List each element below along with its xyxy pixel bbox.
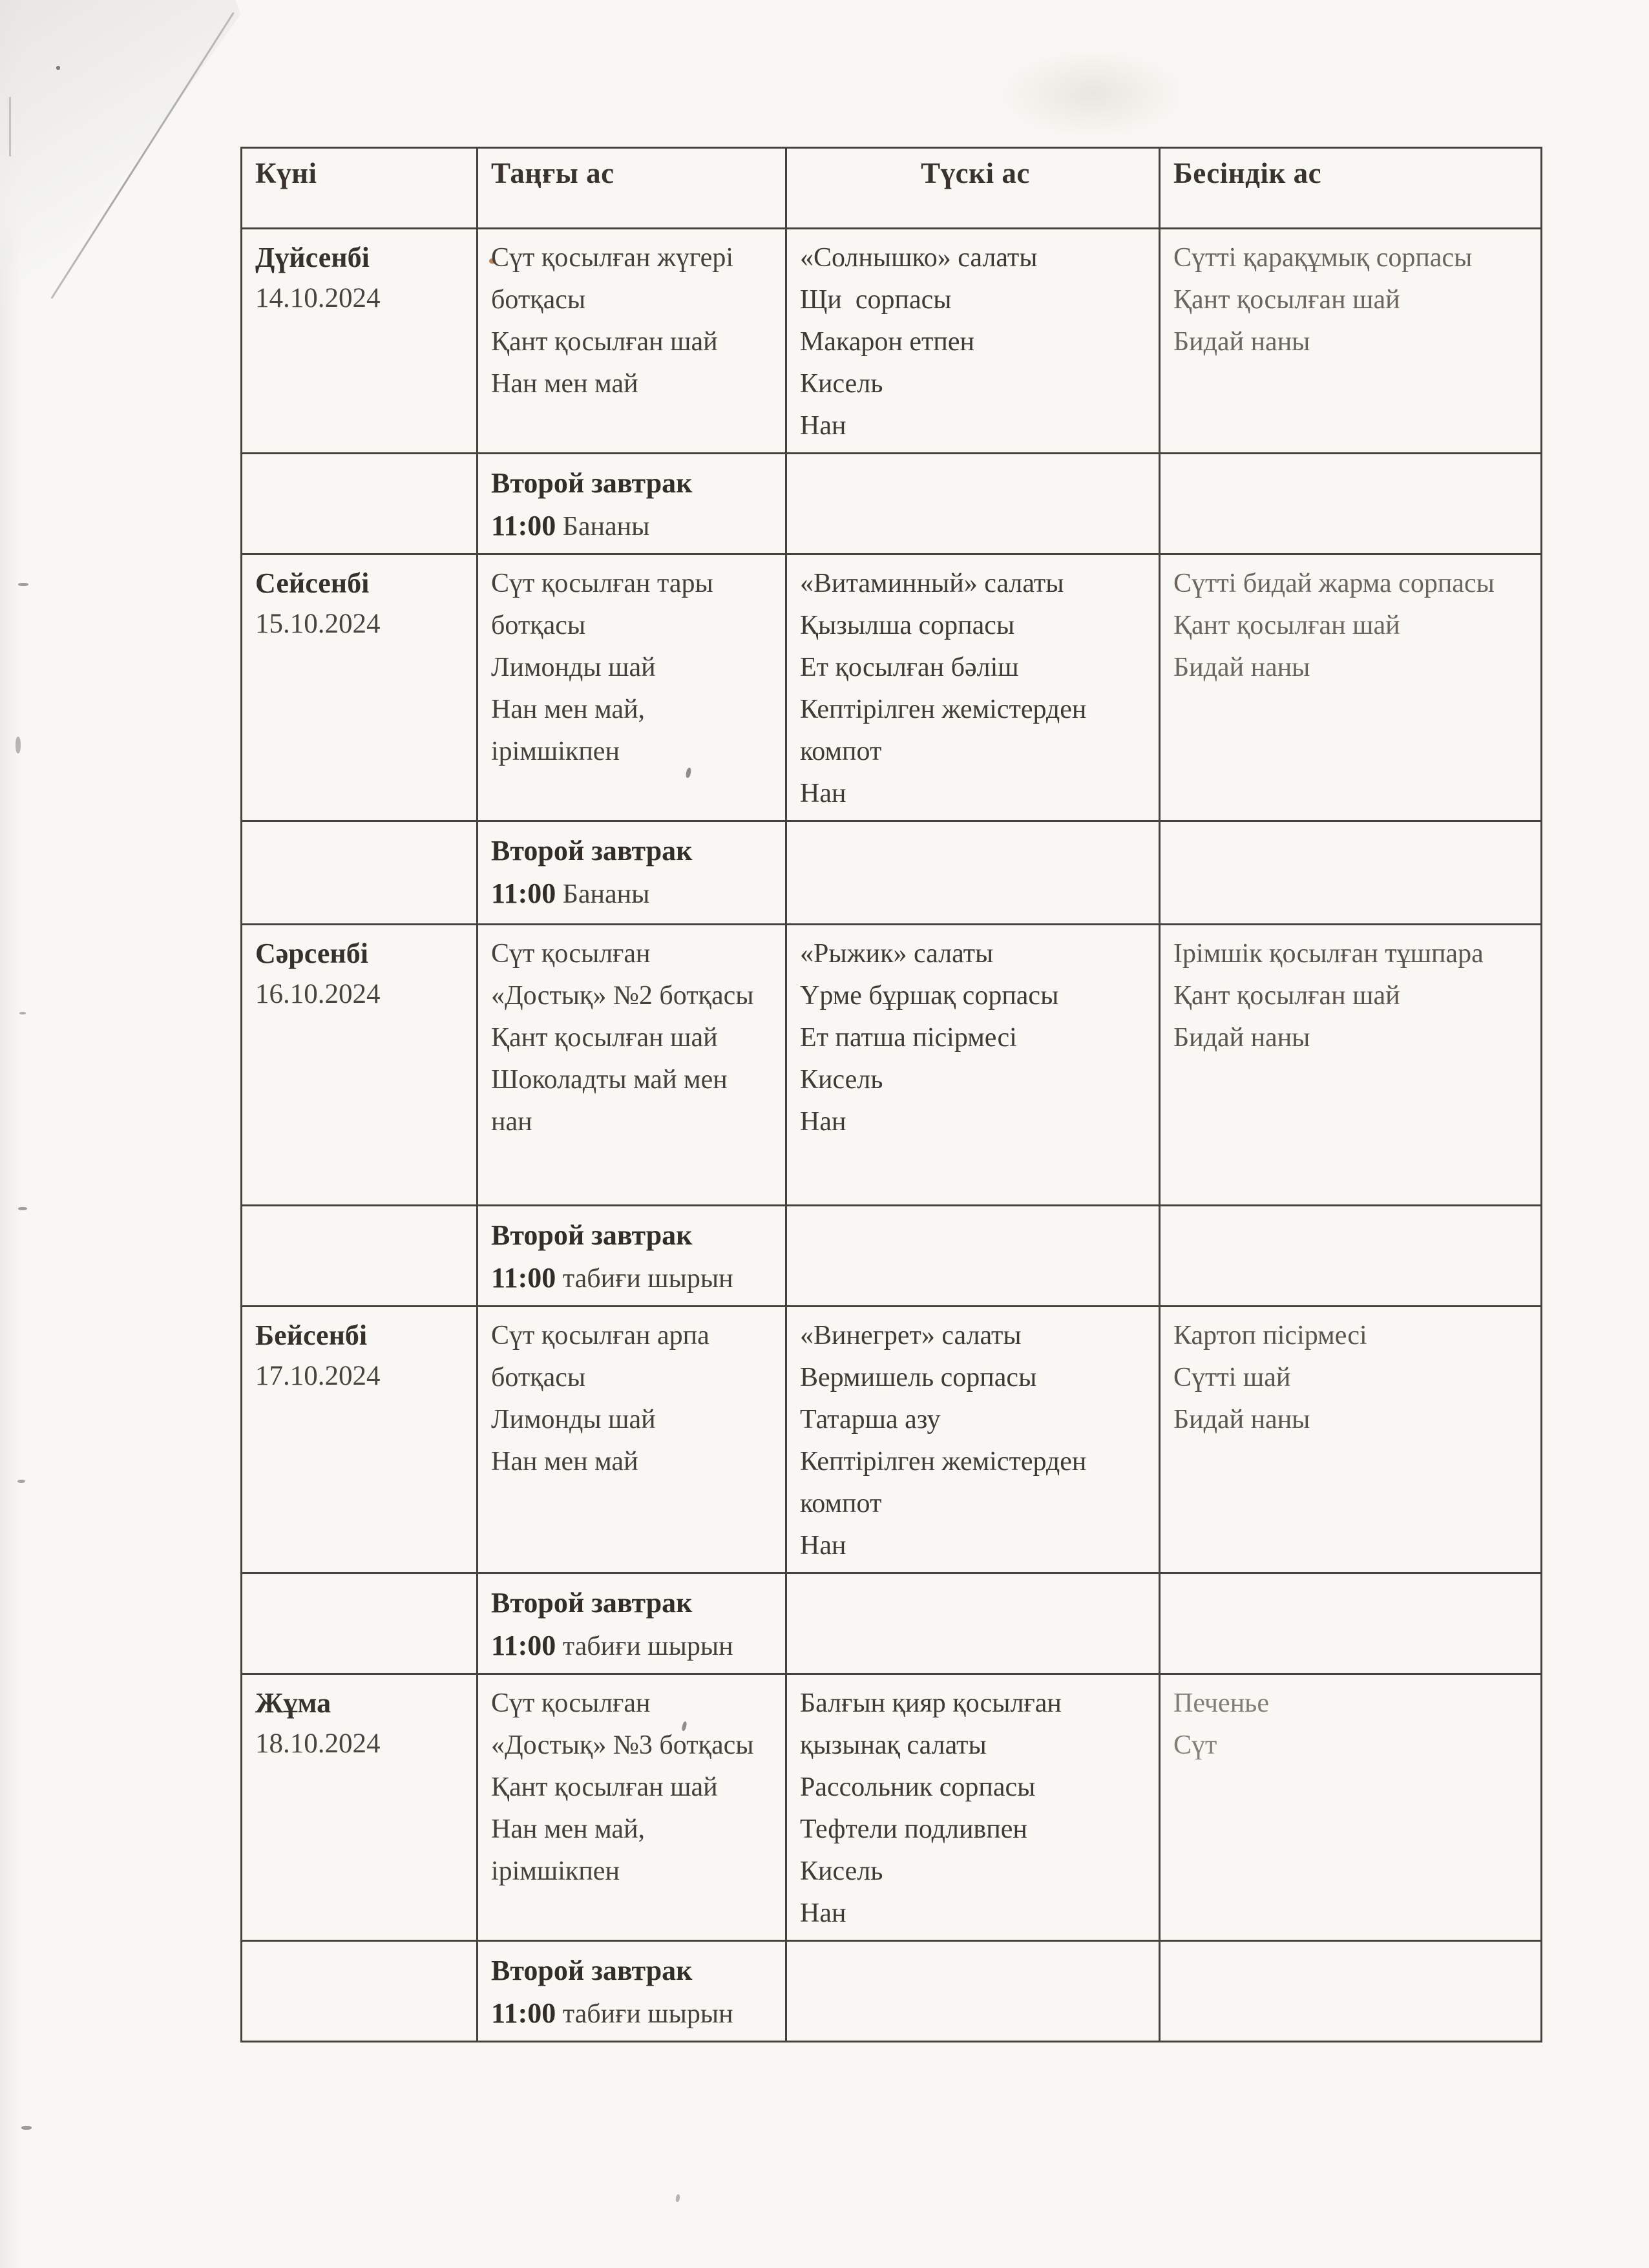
- menu-item: Нан: [800, 779, 846, 808]
- lunch-cell-empty: [786, 1573, 1160, 1674]
- second-breakfast-title: Второй завтрак: [491, 467, 693, 499]
- edge-mark: [9, 97, 11, 156]
- menu-item: Қант қосылған шай: [491, 1023, 718, 1053]
- second-breakfast-item: 11:00 табиғи шырын: [491, 1630, 733, 1661]
- menu-item: Нан мен май, ірімшікпен: [491, 695, 652, 766]
- lunch-cell-empty: [786, 1941, 1160, 2042]
- day-cell-empty: [242, 1206, 478, 1307]
- col-header-breakfast: Таңғы ас: [478, 148, 786, 229]
- snack-cell: [1160, 1674, 1542, 1941]
- second-breakfast-title: Второй завтрак: [491, 835, 693, 866]
- day-name: Бейсенбі: [255, 1319, 368, 1351]
- edge-mark: [18, 1207, 27, 1210]
- menu-item: Сүтті бидай жарма сорпасы: [1173, 569, 1495, 598]
- day-cell-wednesday: [242, 925, 478, 1206]
- day-date: 14.10.2024: [255, 283, 381, 313]
- menu-item: Нан: [800, 1898, 846, 1928]
- menu-item: Қант қосылған шай: [1173, 285, 1400, 315]
- day-cell-tuesday: [242, 554, 478, 821]
- menu-item: Нан мен май: [491, 1447, 638, 1476]
- menu-item: Лимонды шай: [491, 653, 656, 682]
- menu-item: Сүтті шай: [1173, 1363, 1291, 1392]
- menu-item: Кисель: [800, 1856, 883, 1886]
- menu-item: Нан: [800, 1107, 846, 1137]
- menu-item: Сүт қосылған жүгері ботқасы: [491, 243, 740, 315]
- menu-item: Нан: [800, 411, 846, 441]
- menu-item: Кисель: [800, 1065, 883, 1095]
- snack-cell-empty: [1160, 1941, 1542, 2042]
- menu-item: Кептірілген жемістерден компот: [800, 1447, 1093, 1518]
- lunch-cell: [786, 554, 1160, 821]
- menu-row-wednesday: [242, 925, 1542, 1206]
- menu-item: Сүт қосылған арпа ботқасы: [491, 1321, 717, 1392]
- second-breakfast-time: 11:00: [491, 510, 556, 541]
- second-breakfast-title: Второй завтрак: [491, 1955, 693, 1986]
- second-breakfast-row-wednesday: [242, 1206, 1542, 1307]
- day-date: 15.10.2024: [255, 609, 381, 639]
- snack-cell: [1160, 229, 1542, 454]
- day-date: 16.10.2024: [255, 979, 381, 1009]
- snack-cell-empty: [1160, 821, 1542, 925]
- lunch-cell: [786, 925, 1160, 1206]
- lunch-cell: [786, 1674, 1160, 1941]
- menu-item: Балғын қияр қосылған қызынақ салаты: [800, 1688, 1069, 1760]
- menu-item: Сүтті қарақұмық сорпасы: [1173, 243, 1473, 273]
- second-breakfast-time: 11:00: [491, 877, 556, 909]
- menu-item: Вермишель сорпасы: [800, 1363, 1037, 1392]
- menu-row-monday: [242, 229, 1542, 454]
- day-date: 18.10.2024: [255, 1728, 381, 1759]
- menu-item: Нан мен май, ірімшікпен: [491, 1814, 652, 1886]
- day-name: Сейсенбі: [255, 567, 370, 599]
- scan-corner-shade: [0, 0, 246, 362]
- menu-item: Кисель: [800, 369, 883, 399]
- menu-item: Ет қосылған бәліш: [800, 653, 1019, 682]
- menu-item: Қант қосылған шай: [491, 1772, 718, 1802]
- snack-cell-empty: [1160, 454, 1542, 554]
- second-breakfast-time: 11:00: [491, 1630, 556, 1661]
- edge-mark: [17, 1480, 25, 1483]
- menu-item: «Винегрет» салаты: [800, 1321, 1022, 1350]
- menu-item: Кептірілген жемістерден компот: [800, 695, 1093, 766]
- menu-item: Сүт қосылған тары ботқасы: [491, 569, 720, 640]
- day-cell-empty: [242, 454, 478, 554]
- second-breakfast-item: 11:00 табиғи шырын: [491, 1262, 733, 1294]
- menu-item: Ет патша пісірмесі: [800, 1023, 1017, 1053]
- menu-item: Сүт қосылған «Достық» №2 ботқасы: [491, 939, 754, 1011]
- second-breakfast-row-thursday: [242, 1573, 1542, 1674]
- menu-item: Макарон етпен: [800, 327, 974, 357]
- second-breakfast-cell: [478, 1206, 786, 1307]
- lunch-cell: [786, 229, 1160, 454]
- snack-cell: [1160, 925, 1542, 1206]
- day-name: Жұма: [255, 1687, 331, 1719]
- menu-item: «Витаминный» салаты: [800, 569, 1064, 598]
- lunch-cell-empty: [786, 454, 1160, 554]
- second-breakfast-cell: [478, 1573, 786, 1674]
- edge-mark: [19, 1012, 26, 1014]
- second-breakfast-row-tuesday: [242, 821, 1542, 925]
- snack-cell-empty: [1160, 1206, 1542, 1307]
- breakfast-cell: [478, 1674, 786, 1941]
- menu-item: Нан: [800, 1531, 846, 1560]
- menu-item: Тефтели подливпен: [800, 1814, 1027, 1844]
- menu-item: Бидай наны: [1173, 653, 1310, 682]
- menu-item: Шоколадты май мен нан: [491, 1065, 735, 1137]
- menu-item: Үрме бұршақ сорпасы: [800, 981, 1059, 1011]
- menu-item: Рассольник сорпасы: [800, 1772, 1036, 1802]
- menu-item: Нан мен май: [491, 369, 638, 399]
- day-cell-friday: [242, 1674, 478, 1941]
- menu-item: Картоп пісірмесі: [1173, 1321, 1367, 1350]
- menu-item: Бидай наны: [1173, 327, 1310, 357]
- day-cell-empty: [242, 1941, 478, 2042]
- menu-item: Татарша азу: [800, 1405, 941, 1434]
- col-header-snack: Бесіндік ас: [1160, 148, 1542, 229]
- menu-item: Бидай наны: [1173, 1405, 1310, 1434]
- second-breakfast-title: Второй завтрак: [491, 1587, 693, 1619]
- lunch-cell: [786, 1307, 1160, 1573]
- day-cell-empty: [242, 821, 478, 925]
- day-cell-empty: [242, 1573, 478, 1674]
- header-row: [242, 148, 1542, 229]
- menu-row-thursday: [242, 1307, 1542, 1573]
- second-breakfast-item: 11:00 Бананы: [491, 877, 650, 909]
- day-cell-monday: [242, 229, 478, 454]
- menu-item: Қант қосылған шай: [1173, 981, 1400, 1011]
- edge-mark: [18, 583, 28, 586]
- breakfast-cell: [478, 925, 786, 1206]
- col-header-lunch: Түскі ас: [786, 148, 1160, 229]
- menu-row-tuesday: [242, 554, 1542, 821]
- menu-item: Щи сорпасы: [800, 285, 952, 315]
- menu-item: «Солнышко» салаты: [800, 243, 1038, 273]
- menu-item: Қызылша сорпасы: [800, 611, 1015, 640]
- menu-item: «Рыжик» салаты: [800, 939, 994, 969]
- weekly-menu-table: [240, 147, 1542, 2042]
- lunch-cell-empty: [786, 1206, 1160, 1307]
- second-breakfast-cell: [478, 1941, 786, 2042]
- dust-speck: [56, 66, 60, 70]
- col-header-day: Күні: [242, 148, 478, 229]
- edge-mark: [21, 2126, 32, 2130]
- breakfast-cell: [478, 554, 786, 821]
- second-breakfast-title: Второй завтрак: [491, 1219, 693, 1251]
- edge-mark: [16, 737, 21, 753]
- breakfast-cell: [478, 229, 786, 454]
- breakfast-cell: [478, 1307, 786, 1573]
- menu-row-friday: [242, 1674, 1542, 1941]
- menu-item: Сүт: [1173, 1730, 1217, 1760]
- second-breakfast-item: 11:00 Бананы: [491, 510, 650, 541]
- menu-item: Ірімшік қосылған тұшпара: [1173, 939, 1484, 969]
- day-date: 17.10.2024: [255, 1361, 381, 1391]
- menu-item: Қант қосылған шай: [1173, 611, 1400, 640]
- day-name: Сәрсенбі: [255, 938, 368, 969]
- snack-cell: [1160, 1307, 1542, 1573]
- menu-item: Бидай наны: [1173, 1023, 1310, 1053]
- snack-cell-empty: [1160, 1573, 1542, 1674]
- menu-item: Сүт қосылған «Достық» №3 ботқасы: [491, 1688, 754, 1760]
- lunch-cell-empty: [786, 821, 1160, 925]
- second-breakfast-row-friday: [242, 1941, 1542, 2042]
- day-name: Дүйсенбі: [255, 242, 370, 273]
- second-breakfast-time: 11:00: [491, 1997, 556, 2029]
- day-cell-thursday: [242, 1307, 478, 1573]
- second-breakfast-cell: [478, 454, 786, 554]
- menu-item: Печенье: [1173, 1688, 1269, 1718]
- second-breakfast-item: 11:00 табиғи шырын: [491, 1997, 733, 2029]
- second-breakfast-cell: [478, 821, 786, 925]
- pen-tick: [675, 2194, 680, 2203]
- menu-item: Қант қосылған шай: [491, 327, 718, 357]
- second-breakfast-time: 11:00: [491, 1262, 556, 1294]
- menu-item: Лимонды шай: [491, 1405, 656, 1434]
- snack-cell: [1160, 554, 1542, 821]
- second-breakfast-row-monday: [242, 454, 1542, 554]
